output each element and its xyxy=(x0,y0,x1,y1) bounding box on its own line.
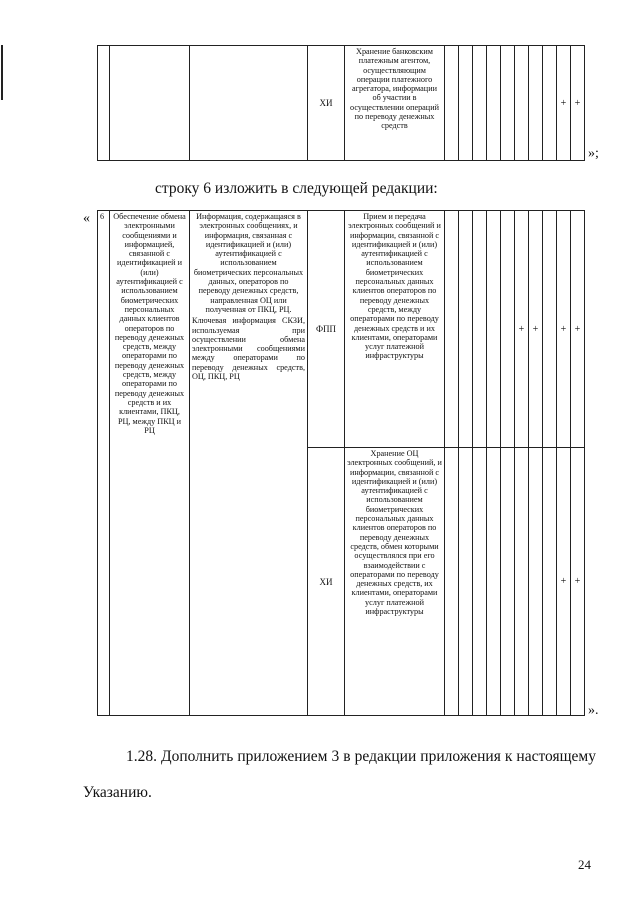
instruction-text: строку 6 изложить в следующей редакции: xyxy=(155,180,438,197)
subrow-1-mark-1: + xyxy=(515,211,529,448)
subrow-2-description: Хранение ОЦ электронных сообщений, и информации, связанной с идентификацией и (или) аутентификацией с использованием биометрических персональных данных клиентов операторов по переводу денежных средств, обмен которыми осуществлялся при его взаимодействии с операторами по переводу денежных средств, их клиентами, операторами услуг платежной инфраструктуры xyxy=(347,449,442,617)
main-table xyxy=(97,210,585,716)
main-table-opening-quote: « xyxy=(83,211,90,226)
paragraph-line-2: Указанию. xyxy=(83,784,152,801)
subrow-1-description: Прием и передача электронных сообщений и информации, связанной с идентификацией и (или) аутентификацией с использованием биометрических персональных данных клиентов операторов по переводу денежных средств, между операторами по переводу денежных средств и их клиентами, операторами услуг платежной инфраструктуры xyxy=(348,212,441,361)
subrow-1-description-cell xyxy=(345,211,445,448)
top-row-code: ХИ xyxy=(308,46,345,161)
subrow-1-mark-4: + xyxy=(571,211,585,448)
row-number: 6 xyxy=(100,212,105,221)
top-table-closing-quote: »; xyxy=(588,146,599,161)
subrow-2-mark-2: + xyxy=(571,448,585,716)
subrow-2-code: ХИ xyxy=(308,448,345,716)
info-paragraph-2: Ключевая информация СКЗИ, используемая при осуществлении обмена электронными сообщениями между операторами по переводу денежных средств, ОЦ, ПКЦ, РЦ xyxy=(192,316,305,382)
top-empty-col-1 xyxy=(98,46,110,161)
subrow-1-mark-2: + xyxy=(529,211,543,448)
info-paragraph-1: Информация, содержащаяся в электронных сообщениях, и информация, связанная с идентификацией и (или) аутентификацией с использованием биометрических персональных данных, операторов по переводу денежных средств, направленная ОЦ или полученная от ПКЦ, РЦ. xyxy=(193,212,304,314)
top-table xyxy=(97,45,585,161)
top-row-description: Хранение банковским платежным агентом, осуществляющим операции платежного агрегатора, информации об участии в осуществлении операций по переводу денежных средств xyxy=(350,47,439,131)
main-table-closing-quote: ». xyxy=(588,703,599,718)
top-row-mark-1: + xyxy=(557,46,571,161)
row-name: Обеспечение обмена электронными сообщениями и информацией, связанной с идентификацией и (или) аутентификацией с использованием биометрических персональных данных клиентов операторов по переводу денежных средств, между операторами по переводу денежных средств, между операторами по переводу денежных средств и их клиентами, ПКЦ, РЦ, между ПКЦ и РЦ xyxy=(113,212,186,435)
top-row-mark-2: + xyxy=(571,46,585,161)
subrow-1-code: ФПП xyxy=(308,211,345,448)
page-number: 24 xyxy=(578,857,591,872)
row-name-cell xyxy=(110,211,190,716)
subrow-1-mark-3: + xyxy=(557,211,571,448)
subrow-2-description-cell xyxy=(345,448,445,716)
top-row-description-cell xyxy=(345,46,445,161)
page-edge-mark xyxy=(1,45,3,100)
top-empty-col-2 xyxy=(110,46,190,161)
row-number-cell xyxy=(98,211,110,716)
top-empty-col-3 xyxy=(190,46,308,161)
row-info-cell xyxy=(190,211,308,716)
paragraph-line-1: 1.28. Дополнить приложением 3 в редакции приложения к настоящему xyxy=(126,748,596,765)
subrow-2-mark-1: + xyxy=(557,448,571,716)
